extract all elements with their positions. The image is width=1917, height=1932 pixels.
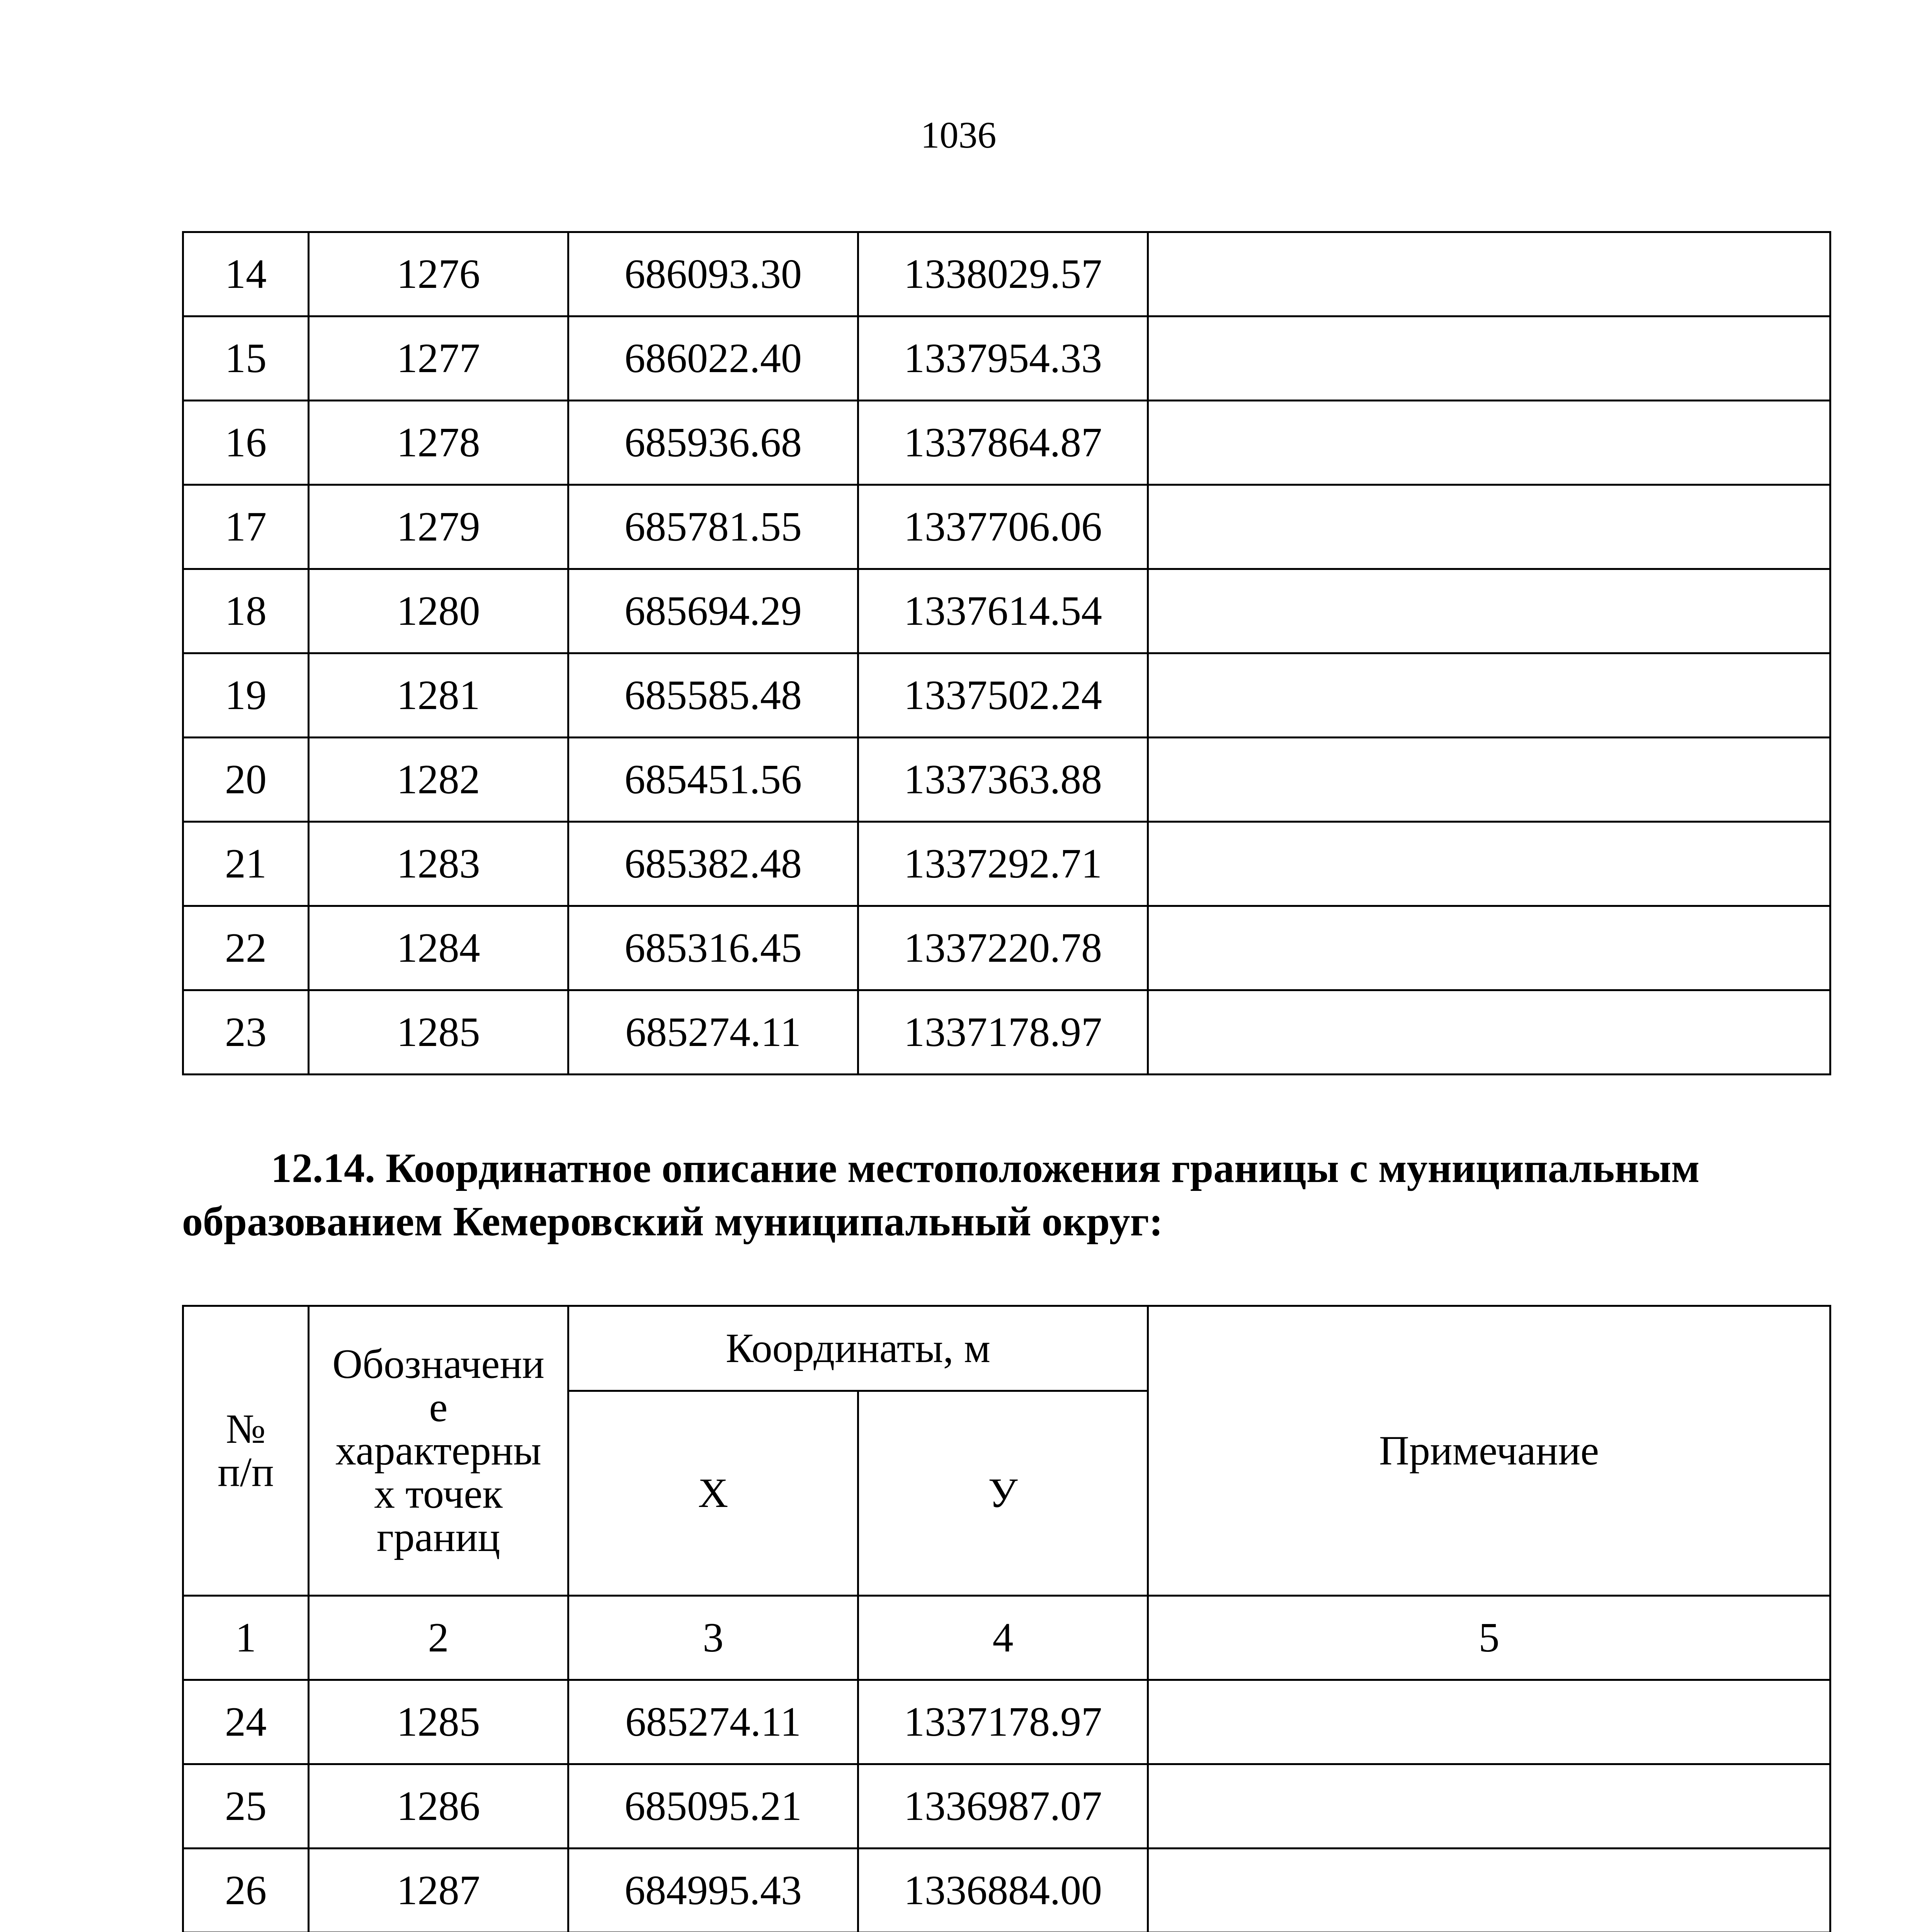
coordinates-table-top (182, 231, 1831, 1075)
table-row (183, 401, 1830, 485)
coord-y-cell: 1337502.24 (858, 653, 1148, 738)
point-id-cell: 1280 (309, 569, 568, 653)
row-number-cell: 14 (183, 232, 309, 316)
table-row (183, 990, 1830, 1075)
note-cell (1148, 1764, 1830, 1849)
table-row (183, 485, 1830, 569)
coordinates-table-top-body (183, 232, 1830, 1075)
row-number-cell: 18 (183, 569, 309, 653)
table-row (183, 1849, 1830, 1932)
table-row (183, 1764, 1830, 1849)
point-id-cell: 1286 (309, 1764, 568, 1849)
column-number: 5 (1148, 1596, 1830, 1680)
coord-x-cell: 685316.45 (568, 906, 858, 990)
header-point-line3: характерны (335, 1427, 541, 1474)
coord-y-cell: 1337614.54 (858, 569, 1148, 653)
coord-x-cell: 686022.40 (568, 316, 858, 401)
coord-y-cell: 1337706.06 (858, 485, 1148, 569)
coord-x-cell: 685694.29 (568, 569, 858, 653)
header-y: У (858, 1391, 1148, 1596)
coord-y-cell: 1337178.97 (858, 1680, 1148, 1764)
row-number-cell: 16 (183, 401, 309, 485)
coord-y-cell: 1336884.00 (858, 1849, 1148, 1932)
header-row-number (183, 1306, 309, 1596)
point-id-cell: 1276 (309, 232, 568, 316)
table-row (183, 738, 1830, 822)
note-cell (1148, 653, 1830, 738)
note-cell (1148, 232, 1830, 316)
header-row-number-line1: № (226, 1406, 266, 1452)
coord-x-cell: 685585.48 (568, 653, 858, 738)
point-id-cell: 1282 (309, 738, 568, 822)
row-number-cell: 26 (183, 1849, 309, 1932)
row-number-cell: 15 (183, 316, 309, 401)
coord-y-cell: 1337363.88 (858, 738, 1148, 822)
coord-y-cell: 1337178.97 (858, 990, 1148, 1075)
section-heading (182, 1142, 1829, 1248)
note-cell (1148, 906, 1830, 990)
table-row (183, 232, 1830, 316)
note-cell (1148, 401, 1830, 485)
row-number-cell: 23 (183, 990, 309, 1075)
coordinates-table-bottom (182, 1305, 1831, 1932)
row-number-cell: 25 (183, 1764, 309, 1849)
coord-x-cell: 685274.11 (568, 1680, 858, 1764)
coord-x-cell: 685274.11 (568, 990, 858, 1075)
point-id-cell: 1279 (309, 485, 568, 569)
note-cell (1148, 1680, 1830, 1764)
point-id-cell: 1278 (309, 401, 568, 485)
row-number-cell: 19 (183, 653, 309, 738)
table-row (183, 653, 1830, 738)
header-row-number-line2: п/п (218, 1449, 274, 1495)
note-cell (1148, 822, 1830, 906)
header-coordinates: Координаты, м (568, 1306, 1148, 1391)
header-point-line5: границ (376, 1514, 500, 1560)
row-number-cell: 20 (183, 738, 309, 822)
header-x: Х (568, 1391, 858, 1596)
coord-x-cell: 685781.55 (568, 485, 858, 569)
table-row (183, 569, 1830, 653)
point-id-cell: 1287 (309, 1849, 568, 1932)
point-id-cell: 1285 (309, 990, 568, 1075)
point-id-cell: 1285 (309, 1680, 568, 1764)
coord-y-cell: 1338029.57 (858, 232, 1148, 316)
column-number: 3 (568, 1596, 858, 1680)
note-cell (1148, 485, 1830, 569)
page-number: 1036 (920, 114, 997, 156)
coord-x-cell: 685451.56 (568, 738, 858, 822)
note-cell (1148, 1849, 1830, 1932)
table-row (183, 316, 1830, 401)
coordinates-table-bottom-body (183, 1680, 1830, 1932)
column-number: 2 (309, 1596, 568, 1680)
section-number: 12.14. (271, 1145, 375, 1191)
note-cell (1148, 990, 1830, 1075)
point-id-cell: 1277 (309, 316, 568, 401)
row-number-cell: 24 (183, 1680, 309, 1764)
table-row (183, 906, 1830, 990)
point-id-cell: 1284 (309, 906, 568, 990)
header-point-line1: Обозначени (332, 1341, 544, 1387)
note-cell (1148, 316, 1830, 401)
table-row (183, 1680, 1830, 1764)
column-number: 1 (183, 1596, 309, 1680)
coord-x-cell: 685382.48 (568, 822, 858, 906)
coord-x-cell: 685095.21 (568, 1764, 858, 1849)
column-numbers-row (183, 1596, 1830, 1680)
section-title-line2: образованием Кемеровский муниципальный округ: (182, 1199, 1163, 1245)
row-number-cell: 17 (183, 485, 309, 569)
coord-y-cell: 1336987.07 (858, 1764, 1148, 1849)
row-number-cell: 21 (183, 822, 309, 906)
coord-y-cell: 1337864.87 (858, 401, 1148, 485)
note-cell (1148, 738, 1830, 822)
coord-y-cell: 1337292.71 (858, 822, 1148, 906)
coord-x-cell: 685936.68 (568, 401, 858, 485)
header-point-line2: е (429, 1384, 448, 1430)
point-id-cell: 1283 (309, 822, 568, 906)
header-note: Примечание (1148, 1306, 1830, 1596)
column-number: 4 (858, 1596, 1148, 1680)
coord-x-cell: 686093.30 (568, 232, 858, 316)
header-point-designation (309, 1306, 568, 1596)
point-id-cell: 1281 (309, 653, 568, 738)
coord-y-cell: 1337954.33 (858, 316, 1148, 401)
note-cell (1148, 569, 1830, 653)
coord-y-cell: 1337220.78 (858, 906, 1148, 990)
coord-x-cell: 684995.43 (568, 1849, 858, 1932)
row-number-cell: 22 (183, 906, 309, 990)
header-point-line4: х точек (374, 1471, 503, 1517)
section-title-line1: Координатное описание местоположения границы с муниципальным (386, 1145, 1700, 1191)
table-row (183, 822, 1830, 906)
